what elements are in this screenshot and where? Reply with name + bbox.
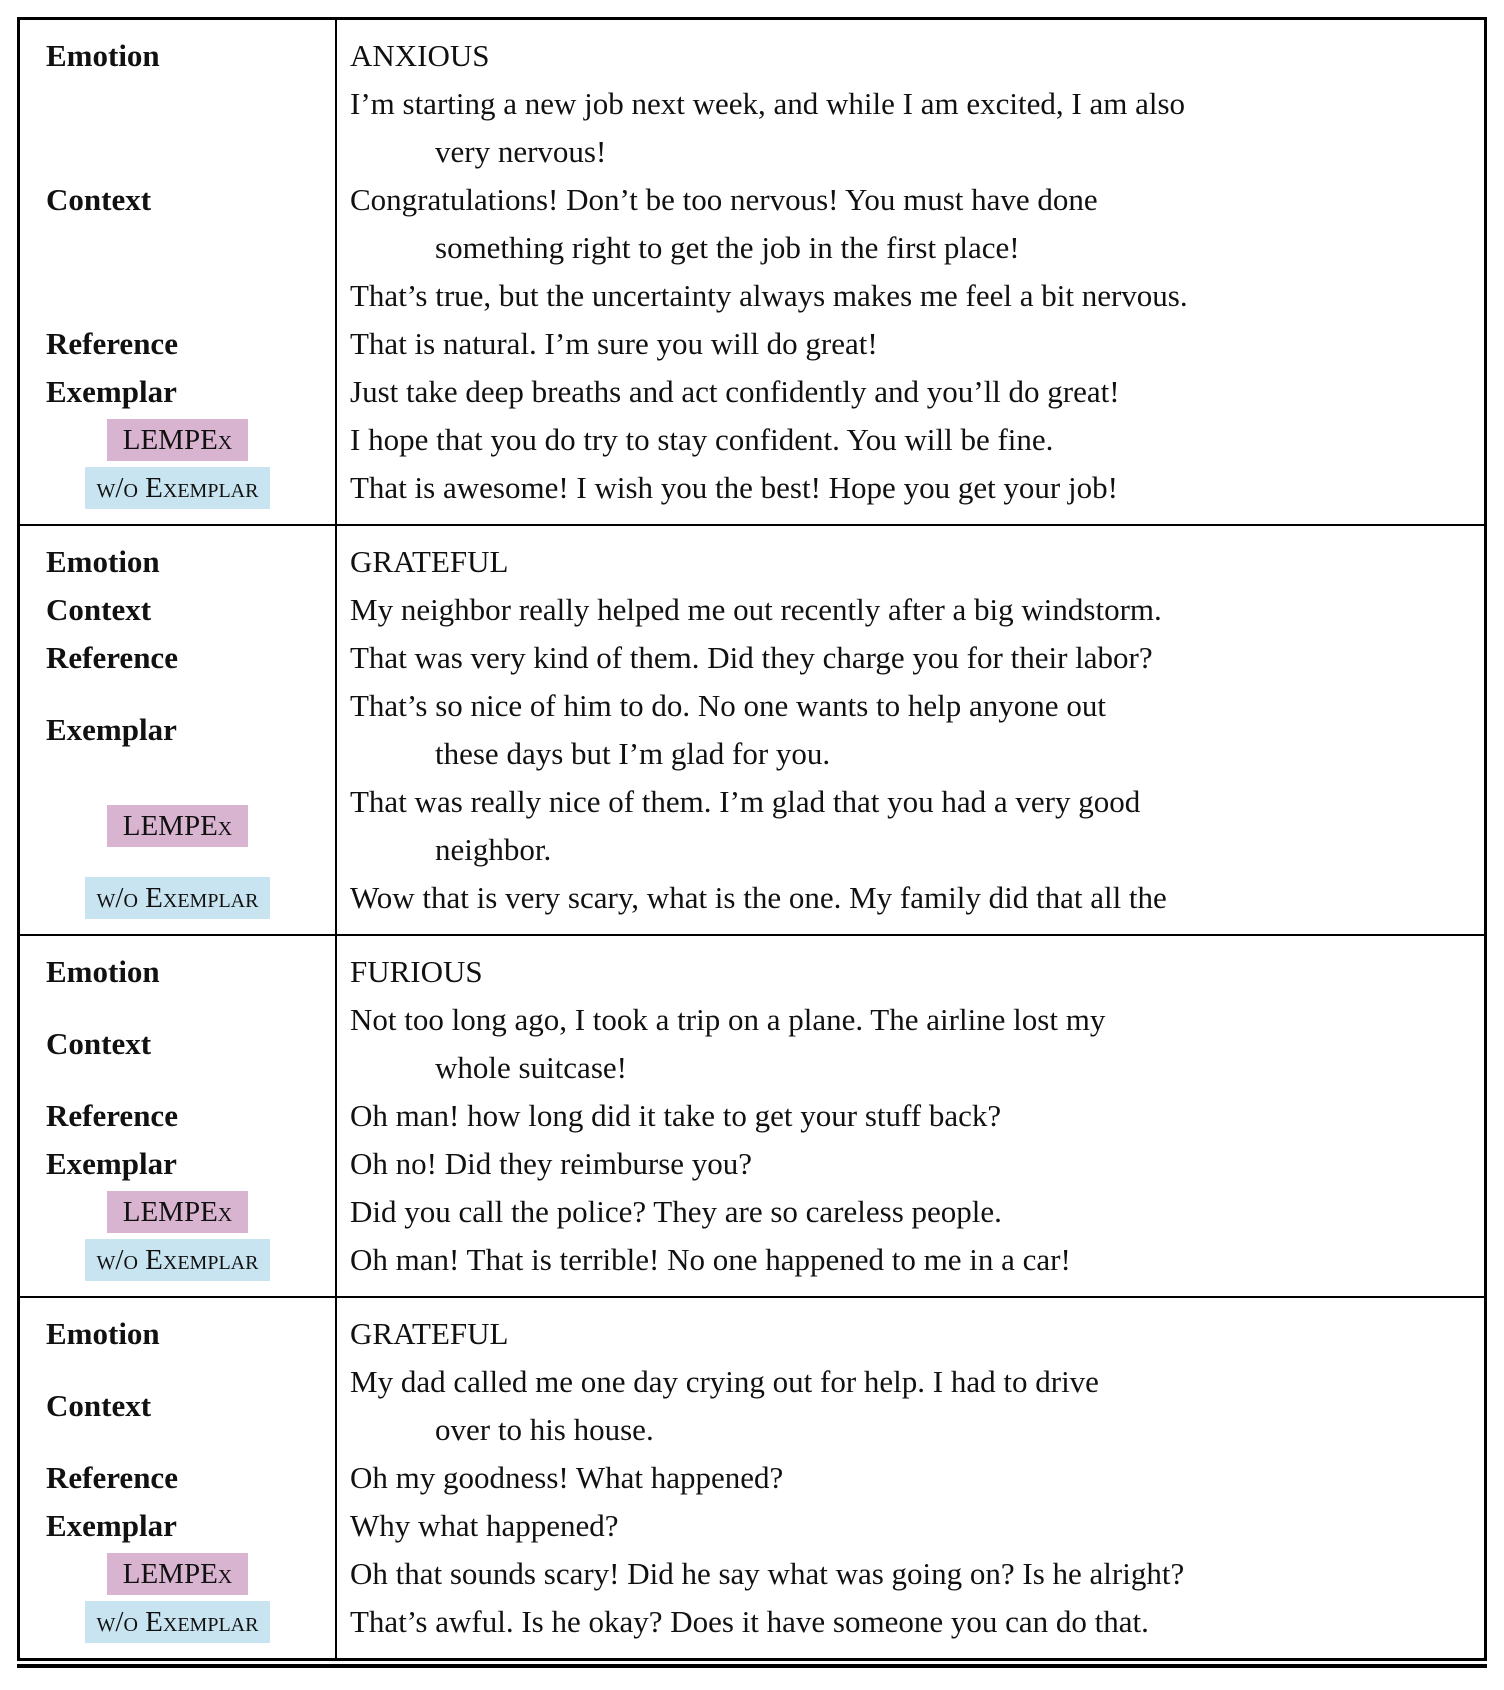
lempex-label: LEMPEx [107, 419, 249, 461]
table-row [20, 464, 1484, 512]
utterance-line: very nervous! [435, 134, 607, 169]
label-cell [20, 706, 335, 754]
label-cell [20, 419, 335, 461]
content-cell [335, 416, 1484, 464]
utterance-line: these days but I’m glad for you. [435, 736, 831, 771]
wo-exemplar-label: w/o Exemplar [85, 1601, 271, 1643]
label-cell [20, 1601, 335, 1643]
content-cell [335, 634, 1484, 682]
table-row [20, 538, 1484, 586]
utterance-line: My dad called me one day crying out for help. I had to drive [350, 1364, 1099, 1399]
table-row [20, 1598, 1484, 1646]
field-label: Exemplar [46, 374, 177, 409]
lempex-label: LEMPEx [107, 805, 249, 847]
content-cell [335, 1550, 1484, 1598]
label-cell [20, 467, 335, 509]
field-label: Exemplar [46, 1146, 177, 1181]
field-label: Emotion [46, 38, 160, 73]
label-cell [20, 368, 335, 416]
table-row [20, 634, 1484, 682]
utterance-line: Did you call the police? They are so careless people. [350, 1194, 1002, 1229]
table-row [20, 948, 1484, 996]
content-cell [335, 1454, 1484, 1502]
label-cell [20, 1382, 335, 1430]
table-row [20, 1092, 1484, 1140]
label-cell [20, 32, 335, 80]
table-row [20, 320, 1484, 368]
label-cell [20, 877, 335, 919]
utterance-line: Wow that is very scary, what is the one. My family did that all the [350, 880, 1167, 915]
utterance-line: That’s true, but the uncertainty always makes me feel a bit nervous. [350, 278, 1188, 313]
label-cell [20, 1502, 335, 1550]
content-cell [335, 1188, 1484, 1236]
utterance-line: whole suitcase! [435, 1050, 627, 1085]
content-cell [335, 1310, 1484, 1358]
content-cell [335, 538, 1484, 586]
table-row [20, 1140, 1484, 1188]
table-row [20, 778, 1484, 874]
label-cell [20, 1454, 335, 1502]
utterance-line: Congratulations! Don’t be too nervous! You must have done [350, 182, 1098, 217]
table-row [20, 32, 1484, 80]
table-row [20, 682, 1484, 778]
content-cell [335, 996, 1484, 1092]
content-cell [335, 778, 1484, 874]
field-label: Reference [46, 1460, 178, 1495]
utterance-line: over to his house. [435, 1412, 654, 1447]
table-row [20, 368, 1484, 416]
content-cell [335, 1236, 1484, 1284]
table-row [20, 586, 1484, 634]
field-label: Context [46, 1388, 152, 1423]
content-cell [335, 948, 1484, 996]
wo-exemplar-label: w/o Exemplar [85, 877, 271, 919]
table-row [20, 1358, 1484, 1454]
table-block [20, 524, 1484, 934]
utterance-line: That’s so nice of him to do. No one wants to help anyone out [350, 688, 1106, 723]
field-label: Context [46, 592, 152, 627]
table-row [20, 416, 1484, 464]
table-row [20, 1310, 1484, 1358]
utterance-line: ANXIOUS [350, 38, 490, 73]
utterance-line: Oh that sounds scary! Did he say what was going on? Is he alright? [350, 1556, 1185, 1591]
field-label: Exemplar [46, 1508, 177, 1543]
content-cell [335, 320, 1484, 368]
wo-exemplar-label: w/o Exemplar [85, 467, 271, 509]
label-cell [20, 586, 335, 634]
utterance-line: Oh man! how long did it take to get your stuff back? [350, 1098, 1002, 1133]
field-label: Reference [46, 1098, 178, 1133]
wo-exemplar-label: w/o Exemplar [85, 1239, 271, 1281]
utterance-line: My neighbor really helped me out recently after a big windstorm. [350, 592, 1162, 627]
utterance-line: That is awesome! I wish you the best! Hope you get your job! [350, 470, 1118, 505]
content-cell [335, 1140, 1484, 1188]
field-label: Context [46, 1026, 152, 1061]
utterance-line: GRATEFUL [350, 1316, 509, 1351]
utterance-line: Oh my goodness! What happened? [350, 1460, 784, 1495]
field-label: Exemplar [46, 712, 177, 747]
utterance-line: That was very kind of them. Did they charge you for their labor? [350, 640, 1153, 675]
label-cell [20, 320, 335, 368]
content-cell [335, 1358, 1484, 1454]
label-cell [20, 176, 335, 224]
field-label: Emotion [46, 954, 160, 989]
table-row [20, 1502, 1484, 1550]
field-label: Emotion [46, 544, 160, 579]
utterance-line: GRATEFUL [350, 544, 509, 579]
utterance-line: something right to get the job in the first place! [435, 230, 1020, 265]
utterance-line: Just take deep breaths and act confidently and you’ll do great! [350, 374, 1120, 409]
label-cell [20, 1191, 335, 1233]
table-row [20, 1550, 1484, 1598]
table-block [20, 1296, 1484, 1658]
utterance-line: neighbor. [435, 832, 552, 867]
label-cell [20, 948, 335, 996]
utterance-line: I hope that you do try to stay confident. You will be fine. [350, 422, 1054, 457]
label-cell [20, 634, 335, 682]
label-cell [20, 805, 335, 847]
table-block [20, 934, 1484, 1296]
field-label: Reference [46, 326, 178, 361]
label-cell [20, 1140, 335, 1188]
content-cell [335, 80, 1484, 320]
emotion-table [17, 17, 1487, 1661]
content-cell [335, 682, 1484, 778]
utterance-line: Why what happened? [350, 1508, 619, 1543]
table-row [20, 996, 1484, 1092]
label-cell [20, 1092, 335, 1140]
table-row [20, 1236, 1484, 1284]
table-bottom-rule [17, 1664, 1487, 1668]
table-row [20, 80, 1484, 320]
label-cell [20, 1020, 335, 1068]
table-row [20, 1188, 1484, 1236]
utterance-line: Not too long ago, I took a trip on a plane. The airline lost my [350, 1002, 1106, 1037]
lempex-label: LEMPEx [107, 1191, 249, 1233]
content-cell [335, 1598, 1484, 1646]
content-cell [335, 874, 1484, 922]
column-divider [335, 20, 337, 1658]
utterance-line: Oh man! That is terrible! No one happened to me in a car! [350, 1242, 1071, 1277]
field-label: Emotion [46, 1316, 160, 1351]
label-cell [20, 538, 335, 586]
content-cell [335, 586, 1484, 634]
utterance-line: I’m starting a new job next week, and while I am excited, I am also [350, 86, 1186, 121]
table-row [20, 1454, 1484, 1502]
lempex-label: LEMPEx [107, 1553, 249, 1595]
table-block [20, 20, 1484, 524]
utterance-line: That’s awful. Is he okay? Does it have someone you can do that. [350, 1604, 1149, 1639]
content-cell [335, 1502, 1484, 1550]
content-cell [335, 32, 1484, 80]
label-cell [20, 1310, 335, 1358]
label-cell [20, 1553, 335, 1595]
table-row [20, 874, 1484, 922]
content-cell [335, 464, 1484, 512]
utterance-line: Oh no! Did they reimburse you? [350, 1146, 753, 1181]
label-cell [20, 1239, 335, 1281]
content-cell [335, 1092, 1484, 1140]
utterance-line: That is natural. I’m sure you will do great! [350, 326, 878, 361]
field-label: Context [46, 182, 152, 217]
content-cell [335, 368, 1484, 416]
field-label: Reference [46, 640, 178, 675]
utterance-line: FURIOUS [350, 954, 483, 989]
utterance-line: That was really nice of them. I’m glad that you had a very good [350, 784, 1141, 819]
